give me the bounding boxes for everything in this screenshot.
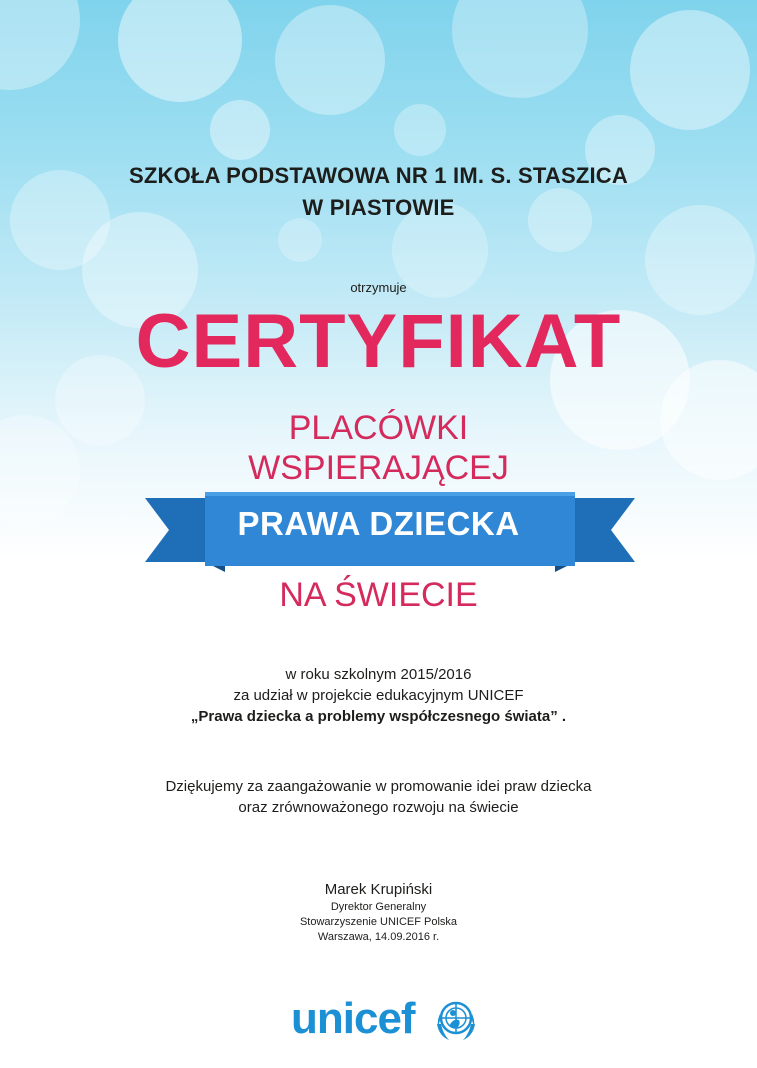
ribbon-text: PRAWA DZIECKA <box>237 505 520 542</box>
school-name-line-1: SZKOŁA PODSTAWOWA NR 1 IM. S. STASZICA <box>129 163 628 188</box>
thanks-line-1: Dziękujemy za zaangażowanie w promowanie idei praw dziecka <box>165 778 592 795</box>
signatory-name: Marek Krupiński <box>324 881 433 898</box>
certificate-title: CERTYFIKAT <box>135 299 622 384</box>
project-name: „Prawa dziecka a problemy współczesnego świata” . <box>190 708 567 725</box>
thanks-text <box>0 776 757 818</box>
school-year-line: w roku szkolnym 2015/2016 <box>285 666 472 683</box>
signatory-position: Dyrektor Generalny <box>330 901 427 913</box>
unicef-emblem-icon <box>431 996 481 1046</box>
place-and-date: Warszawa, 14.09.2016 r. <box>317 931 440 943</box>
project-participation-line: za udział w projekcie edukacyjnym UNICEF <box>233 687 524 704</box>
receives-label: otrzymuje <box>350 280 407 295</box>
subtitle-line-1: PLACÓWKI <box>288 409 469 447</box>
unicef-logo-text: unicef <box>291 994 415 1043</box>
school-name <box>0 160 757 224</box>
signatory-organization: Stowarzyszenie UNICEF Polska <box>299 916 458 928</box>
unicef-logo <box>291 990 491 1050</box>
signature-block <box>0 880 757 945</box>
subtitle-line-3: NA ŚWIECIE <box>279 576 478 614</box>
school-name-line-2: W PIASTOWIE <box>302 195 455 220</box>
project-info <box>0 664 757 727</box>
thanks-line-2: oraz zrównoważonego rozwoju na świecie <box>238 799 519 816</box>
subtitle-line-2: WSPIERAJĄCEJ <box>248 449 509 487</box>
